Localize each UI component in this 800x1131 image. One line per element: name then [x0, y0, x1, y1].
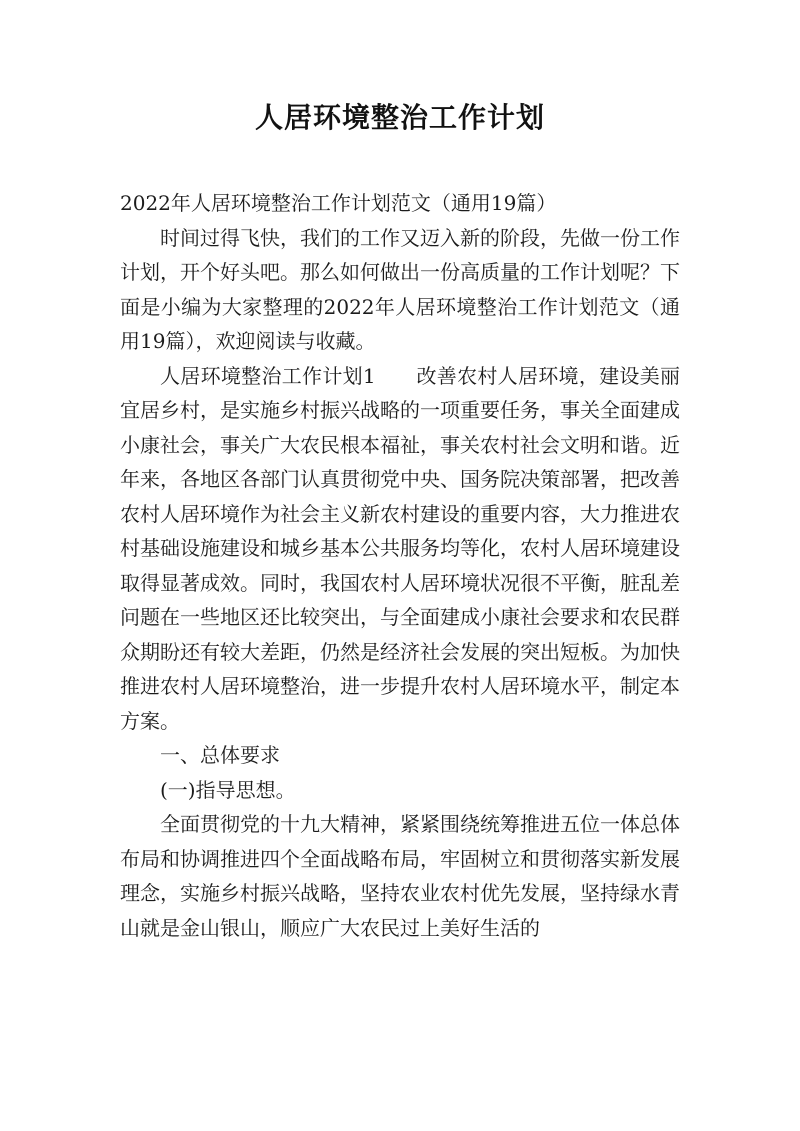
- section-heading-overall-requirements: 一、总体要求: [160, 743, 280, 767]
- document-title: 人居环境整治工作计划: [254, 101, 545, 134]
- paragraph-intro: 时间过得飞快，我们的工作又迈入新的阶段，先做一份工作计划，开个好头吧。那么如何做出一份高质量的工作计划呢？下面是小编为大家整理的2022年人居环境整治工作计划范文（通用19篇），欢迎阅读与收藏。: [120, 225, 680, 353]
- paragraph-plan-1: 人居环境整治工作计划1 改善农村人居环境，建设美丽宜居乡村，是实施乡村振兴战略的一项重要任务，事关全面建成小康社会，事关广大农民根本福祉，事关农村社会文明和谐。近年来，各地区各部门认真贯彻党中央、国务院决策部署，把改善农村人居环境作为社会主义新农村建设的重要内容，大力推进农村基础设施建设和城乡基本公共服务均等化，农村人居环境建设取得显著成效。同时，我国农村人居环境状况很不平衡，脏乱差问题在一些地区还比较突出，与全面建成小康社会要求和农民群众期盼还有较大差距，仍然是经济社会发展的突出短板。为加快推进农村人居环境整治，进一步提升农村人居环境水平，制定本方案。: [120, 363, 680, 733]
- paragraph-guiding-ideology: 全面贯彻党的十九大精神，紧紧围绕统筹推进五位一体总体布局和协调推进四个全面战略布局，牢固树立和贯彻落实新发展理念，实施乡村振兴战略，坚持农业农村优先发展，坚持绿水青山就是金山银山，顺应广大农民过上美好生活的: [120, 812, 680, 940]
- document-subtitle: 2022年人居环境整治工作计划范文（通用19篇）: [120, 191, 557, 215]
- subsection-heading-guiding-ideology: (一)指导思想。: [160, 777, 296, 802]
- document-body: [120, 186, 680, 945]
